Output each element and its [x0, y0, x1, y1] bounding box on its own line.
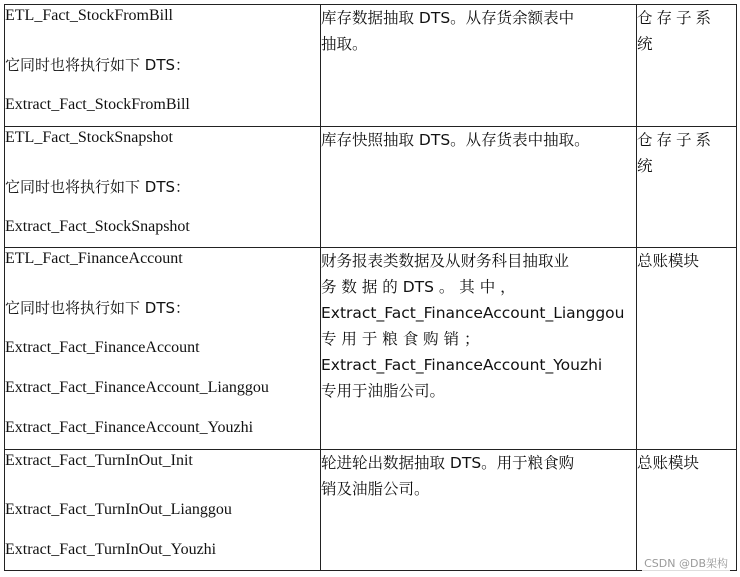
task-name: Extract_Fact_FinanceAccount_Youzhi: [5, 419, 254, 436]
table-row: [5, 248, 737, 450]
task-cell: [5, 248, 321, 450]
module-cell: [637, 5, 737, 127]
description-line: 抽取。: [321, 35, 368, 53]
description-line: 务 数 据 的 DTS 。 其 中 ，: [321, 278, 516, 296]
table-row: [5, 450, 737, 571]
task-name: Extract_Fact_TurnInOut_Init: [5, 452, 193, 469]
description-line: Extract_Fact_FinanceAccount_Youzhi: [321, 356, 603, 374]
description-line: 库存快照抽取 DTS。从存货表中抽取。: [321, 131, 590, 149]
module-line: 统: [637, 35, 657, 53]
task-cell: [5, 127, 321, 248]
task-note: 它同时也将执行如下 DTS：: [5, 56, 191, 74]
table-row: [5, 127, 737, 248]
description-cell: [321, 127, 637, 248]
task-cell: [5, 5, 321, 127]
task-note: 它同时也将执行如下 DTS：: [5, 299, 191, 317]
module-cell: [637, 248, 737, 450]
task-name: Extract_Fact_StockSnapshot: [5, 218, 190, 235]
task-name: ETL_Fact_FinanceAccount: [5, 250, 183, 267]
module-cell: [637, 127, 737, 248]
description-line: Extract_Fact_FinanceAccount_Lianggou: [321, 304, 625, 322]
description-line: 销及油脂公司。: [321, 480, 430, 498]
description-cell: [321, 248, 637, 450]
task-cell: [5, 450, 321, 571]
description-line: 轮进轮出数据抽取 DTS。用于粮食购: [321, 454, 575, 472]
module-cell: [637, 450, 737, 571]
module-line: 统: [637, 157, 657, 175]
dts-table: [4, 4, 737, 571]
task-name: ETL_Fact_StockSnapshot: [5, 129, 173, 146]
description-cell: [321, 5, 637, 127]
module-line: 仓存子系: [637, 9, 716, 27]
description-line: 财务报表类数据及从财务科目抽取业: [321, 252, 570, 270]
task-name: Extract_Fact_StockFromBill: [5, 96, 190, 113]
task-name: ETL_Fact_StockFromBill: [5, 7, 173, 24]
task-name: Extract_Fact_TurnInOut_Youzhi: [5, 541, 217, 558]
module-line: 仓存子系: [637, 131, 716, 149]
task-name: Extract_Fact_TurnInOut_Lianggou: [5, 501, 232, 518]
description-cell: [321, 450, 637, 571]
module-line: 总账模块: [637, 454, 700, 472]
module-line: 总账模块: [637, 252, 700, 270]
table-row: [5, 5, 737, 127]
description-line: 专用于油脂公司。: [321, 382, 446, 400]
description-line: 专 用 于 粮 食 购 销 ；: [321, 330, 480, 348]
task-note: 它同时也将执行如下 DTS：: [5, 178, 191, 196]
description-line: 库存数据抽取 DTS。从存货余额表中: [321, 9, 575, 27]
task-name: Extract_Fact_FinanceAccount: [5, 339, 200, 356]
task-name: Extract_Fact_FinanceAccount_Lianggou: [5, 379, 269, 396]
watermark: CSDN @DB架构: [644, 557, 728, 570]
